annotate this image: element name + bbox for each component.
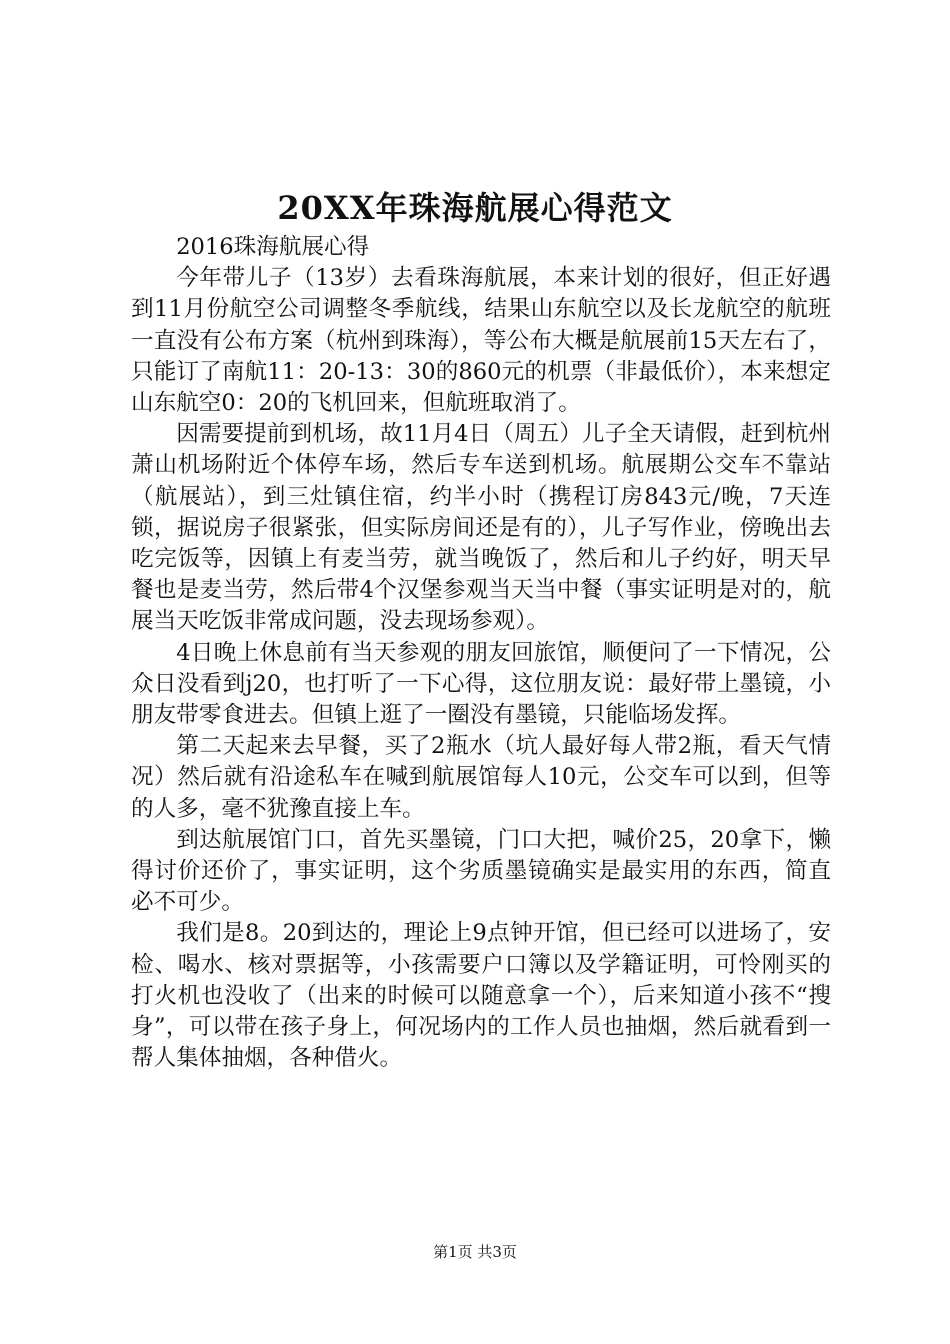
paragraph: 到达航展馆门口，首先买墨镜，门口大把，喊价25，20拿下，懒得讨价还价了，事实证明，这个劣质墨镜确实是最实用的东西，简直必不可少。 (131, 826, 831, 916)
document-title: 20XX年珠海航展心得范文 (277, 189, 673, 227)
paragraph: 因需要提前到机场，故11月4日（周五）儿子全天请假，赶到杭州萧山机场附近个体停车场，然后专车送到机场。航展期公交车不靠站（航展站），到三灶镇住宿，约半小时（携程订房843元/晚，7天连锁，据说房子很紧张，但实际房间还是有的），儿子写作业，傍晚出去吃完饭等，因镇上有麦当劳，就当晚饭了，然后和儿子约好，明天早餐也是麦当劳，然后带4个汉堡参观当天当中餐（事实证明是对的，航展当天吃饭非常成问题，没去现场参观）。 (131, 421, 831, 635)
page-footer: 第1页 共3页 (433, 1243, 517, 1261)
document-body (131, 232, 831, 1074)
paragraph: 今年带儿子（13岁）去看珠海航展，本来计划的很好，但正好遇到11月份航空公司调整冬季航线，结果山东航空以及长龙航空的航班一直没有公布方案（杭州到珠海），等公布大概是航展前15天左右了，只能订了南航11：20-13：30的860元的机票（非最低价），本来想定山东航空0：20的飞机回来，但航班取消了。 (131, 265, 831, 417)
paragraph: 第二天起来去早餐，买了2瓶水（坑人最好每人带2瓶，看天气情况）然后就有沿途私车在喊到航展馆每人10元，公交车可以到，但等的人多，毫不犹豫直接上车。 (131, 733, 831, 822)
paragraph-subtitle: 2016珠海航展心得 (176, 234, 370, 260)
paragraph: 4日晚上休息前有当天参观的朋友回旅馆，顺便问了一下情况，公众日没看到j20，也打听了一下心得，这位朋友说：最好带上墨镜，小朋友带零食进去。但镇上逛了一圈没有墨镜，只能临场发挥。 (131, 639, 831, 729)
paragraph: 我们是8。20到达的，理论上9点钟开馆，但已经可以进场了，安检、喝水、核对票据等，小孩需要户口簿以及学籍证明，可怜刚买的打火机也没收了（出来的时候可以随意拿一个），后来知道小孩不“搜身”，可以带在孩子身上，何况场内的工作人员也抽烟，然后就看到一帮人集体抽烟，各种借火。 (131, 920, 831, 1072)
